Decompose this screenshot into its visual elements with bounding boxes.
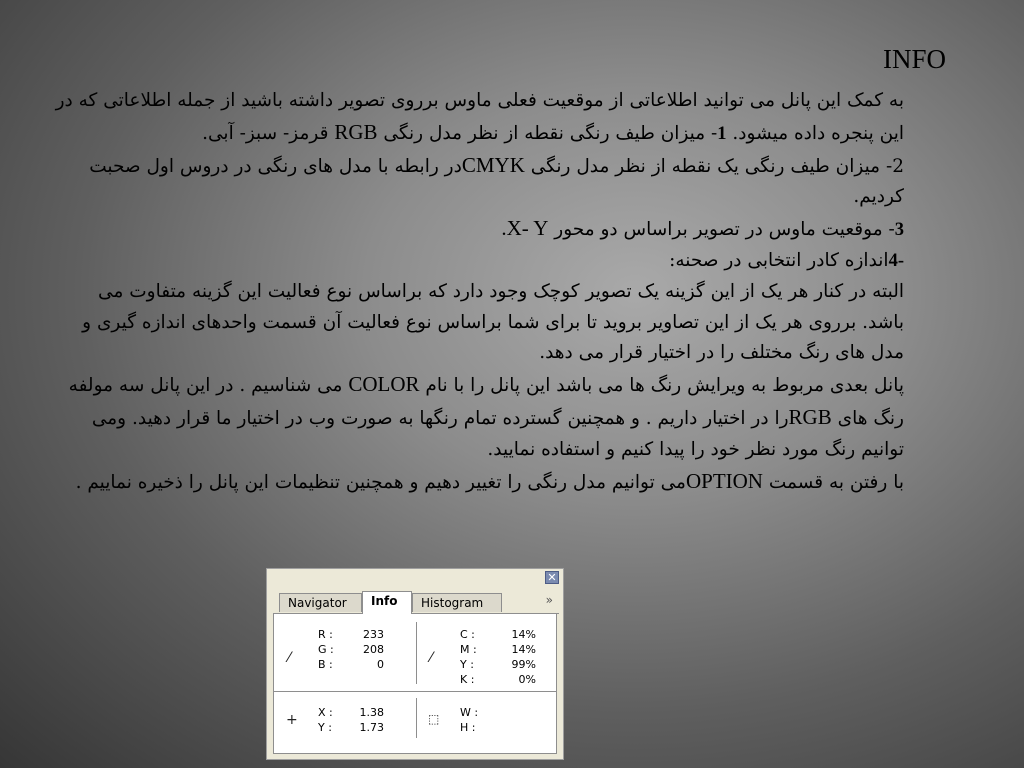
panel-menu-icon[interactable]: » (545, 593, 553, 607)
text-run: X- Y. (501, 216, 549, 241)
info-content (273, 614, 557, 754)
readout-value: 1.38 (359, 706, 384, 719)
text-run: 3 (894, 220, 904, 241)
close-icon[interactable]: ✕ (545, 571, 559, 584)
text-run: پانل بعدی مربوط به ویرایش رنگ ها می باشد این پانل را با نام (419, 375, 904, 397)
text-run: -4 (888, 250, 904, 271)
readout-value: 14% (511, 643, 536, 656)
tab-histogram[interactable]: Histogram (412, 593, 502, 612)
text-run: RGB (788, 404, 832, 429)
slide-title: INFO (882, 44, 946, 74)
text-run: قرمز- سبز- آبی. (202, 122, 335, 144)
text-run: در رابطه با مدل های رنگی در دروس اول صحبت کردیم. (89, 155, 904, 208)
text-run: با رفتن به قسمت (762, 471, 904, 493)
body-paragraph (52, 213, 904, 246)
divider (274, 691, 556, 692)
marquee-icon: ⬚ (428, 712, 440, 726)
panel-tabs (273, 591, 559, 614)
slide-body (52, 86, 904, 498)
tab-info[interactable]: Info (362, 591, 412, 614)
readout-label: W : (460, 706, 479, 719)
text-run: COLOR (348, 372, 420, 397)
readout-label: M : (460, 643, 477, 656)
readout-label: K : (460, 673, 475, 686)
readout-value: 208 (363, 643, 384, 656)
readout-value: 0% (518, 673, 536, 686)
body-paragraph (52, 86, 904, 150)
body-paragraph (52, 369, 904, 465)
text-run: اندازه کادر انتخابی در صحنه: (669, 249, 889, 271)
readout-value: 14% (511, 628, 536, 641)
text-run: - موقعیت ماوس در تصویر براساس دو محور (548, 219, 895, 241)
text-run: 1 (717, 123, 727, 144)
body-paragraph (52, 277, 904, 369)
text-run: البته در کنار هر یک از این گزینه یک تصویر کوچک وجود دارد که براساس نوع فعالیت این گزینه متفاوت می باشد. برروی هر یک از این تصاویر بروید تا برای شما براساس نوع فعالیت آن قسمت واحدهای اندازه گیری و مدل های رنگ مختلف را در اختیار قرار می دهد. (82, 280, 904, 364)
readout-value: 99% (511, 658, 536, 671)
text-run: RGB (334, 119, 378, 144)
text-run: می توانیم مدل رنگی را تغییر دهیم و همچنین تنظیمات این پانل را ذخیره نماییم . (75, 471, 686, 493)
eyedropper-icon[interactable]: ⁄ (430, 650, 433, 666)
readout-value: 0 (377, 658, 384, 671)
tab-navigator[interactable]: Navigator (279, 593, 362, 612)
readout-label: R : (318, 628, 333, 641)
readout-value: 1.73 (359, 721, 384, 734)
divider (416, 622, 417, 684)
body-paragraph (52, 246, 904, 277)
text-run: - میزان طیف رنگی نقطه از نظر مدل رنگی (377, 122, 718, 144)
readout-label: C : (460, 628, 475, 641)
divider (416, 698, 417, 738)
text-run: را در اختیار داریم . و همچنین گسترده تمام رنگها به صورت وب در اختیار ما قرار دهید. ومی توانیم رنگ مورد نظر خود را پیدا کنیم و استفاده نمایید. (91, 407, 904, 460)
readout-label: Y : (318, 721, 332, 734)
text-run: می شناسیم . در این پانل سه مولفه رنگ های (68, 375, 904, 429)
crosshair-icon: + (286, 712, 298, 728)
text-run: 2- میزان طیف رنگی یک نقطه از نظر مدل رنگی (524, 155, 904, 177)
eyedropper-icon[interactable]: ⁄ (288, 650, 291, 666)
info-panel (266, 568, 564, 760)
text-run: به کمک این پانل می توانید اطلاعاتی از موقعیت فعلی ماوس برروی تصویر داشته باشید از جمله اطلاعاتی که در این پنجره داده میشود. (55, 90, 904, 144)
readout-label: G : (318, 643, 334, 656)
readout-label: H : (460, 721, 476, 734)
readout-label: X : (318, 706, 333, 719)
readout-label: B : (318, 658, 333, 671)
body-paragraph (52, 150, 904, 214)
body-paragraph (52, 466, 904, 499)
readout-label: Y : (460, 658, 474, 671)
text-run: CMYK (461, 152, 525, 177)
text-run: OPTION (685, 468, 763, 493)
readout-value: 233 (363, 628, 384, 641)
